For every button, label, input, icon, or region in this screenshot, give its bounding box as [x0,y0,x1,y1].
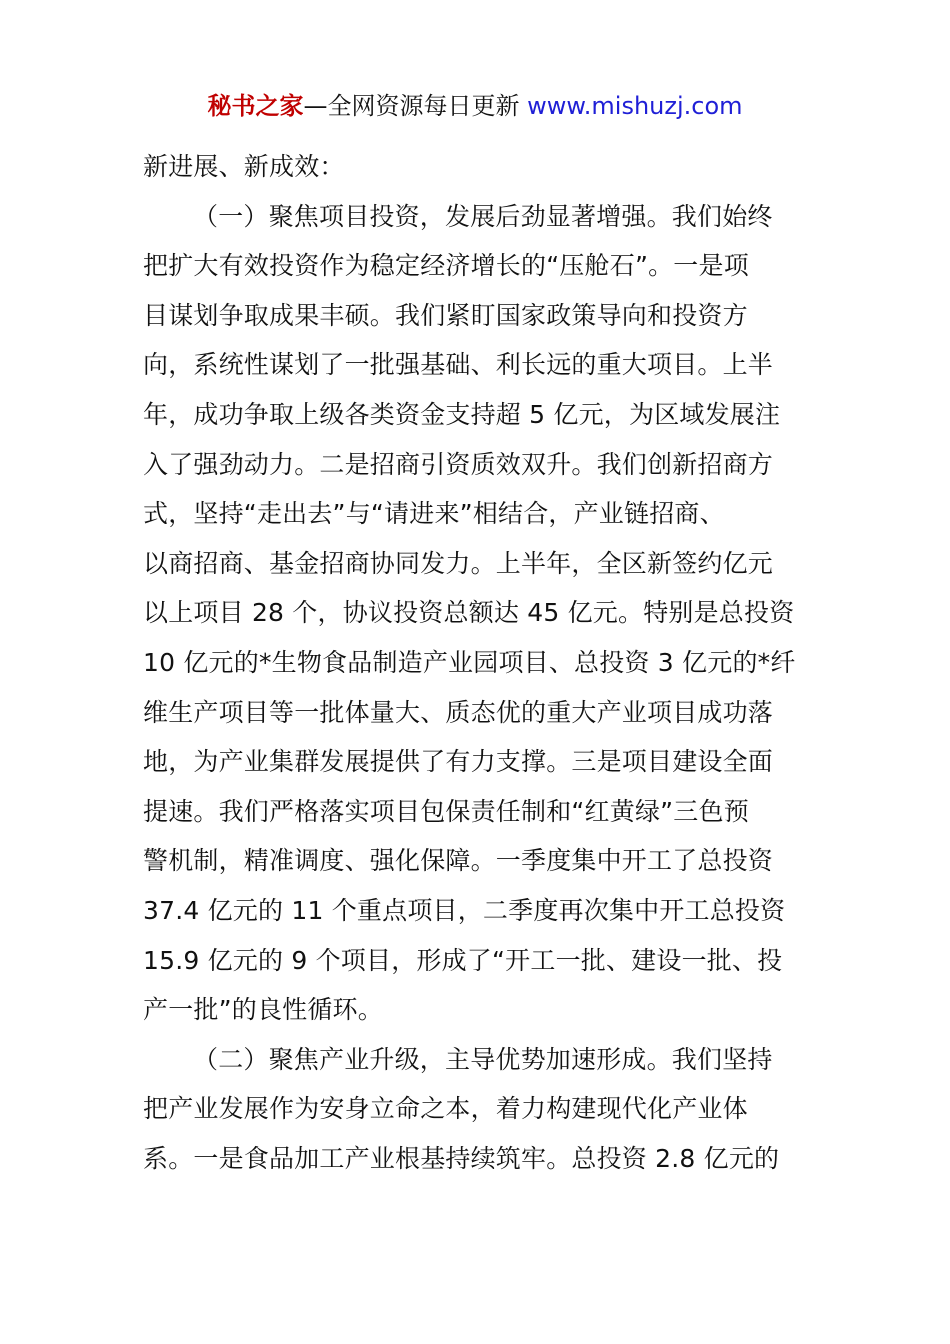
document-body [143,142,813,1183]
text-line: 警机制，精准调度、强化保障。一季度集中开工了总投资 [143,846,774,876]
text-line: 37.4 亿元的 11 个重点项目，二季度再次集中开工总投资 [143,895,786,925]
text-line: 向，系统性谋划了一批强基础、利长远的重大项目。上半 [143,350,774,380]
text-line: 把产业发展作为安身立命之本，着力构建现代化产业体 [143,1094,748,1124]
text-line: 维生产项目等一批体量大、质态优的重大产业项目成功落 [143,697,774,727]
brand-name: 秘书之家 [207,92,304,120]
text-line: 把扩大有效投资作为稳定经济增长的“压舱石”。一是项 [143,251,749,281]
text-line: 以上项目 28 个，协议投资总额达 45 亿元。特别是总投资 [143,598,795,628]
site-url-link[interactable]: www.mishuzj.com [527,92,743,120]
paragraph-heading-line: （二）聚焦产业升级，主导优势加速形成。我们坚持 [193,1044,773,1074]
text-line: 产一批”的良性循环。 [143,995,383,1025]
text-line: 系。一是食品加工产业根基持续筑牢。总投资 2.8 亿元的 [143,1143,780,1173]
paragraph-heading-line: （一）聚焦项目投资，发展后劲显著增强。我们始终 [193,201,773,231]
site-header [0,88,950,124]
text-line: 提速。我们严格落实项目包保责任制和“红黄绿”三色预 [143,796,749,826]
text-line: 目谋划争取成果丰硕。我们紧盯国家政策导向和投资方 [143,300,748,330]
text-line: 15.9 亿元的 9 个项目，形成了“开工一批、建设一批、投 [143,945,783,975]
text-line: 入了强劲动力。二是招商引资质效双升。我们创新招商方 [143,449,774,479]
text-line: 地，为产业集群发展提供了有力支撑。三是项目建设全面 [143,747,774,777]
text-line: 以商招商、基金招商协同发力。上半年，全区新签约亿元 [143,548,774,578]
text-line: 式，坚持“走出去”与“请进来”相结合，产业链招商、 [143,499,725,529]
text-line: 新进展、新成效： [143,152,345,181]
text-line: 10 亿元的*生物食品制造产业园项目、总投资 3 亿元的*纤 [143,647,796,677]
header-tagline: —全网资源每日更新 [303,92,520,120]
text-line: 年，成功争取上级各类资金支持超 5 亿元，为区域发展注 [143,399,781,429]
